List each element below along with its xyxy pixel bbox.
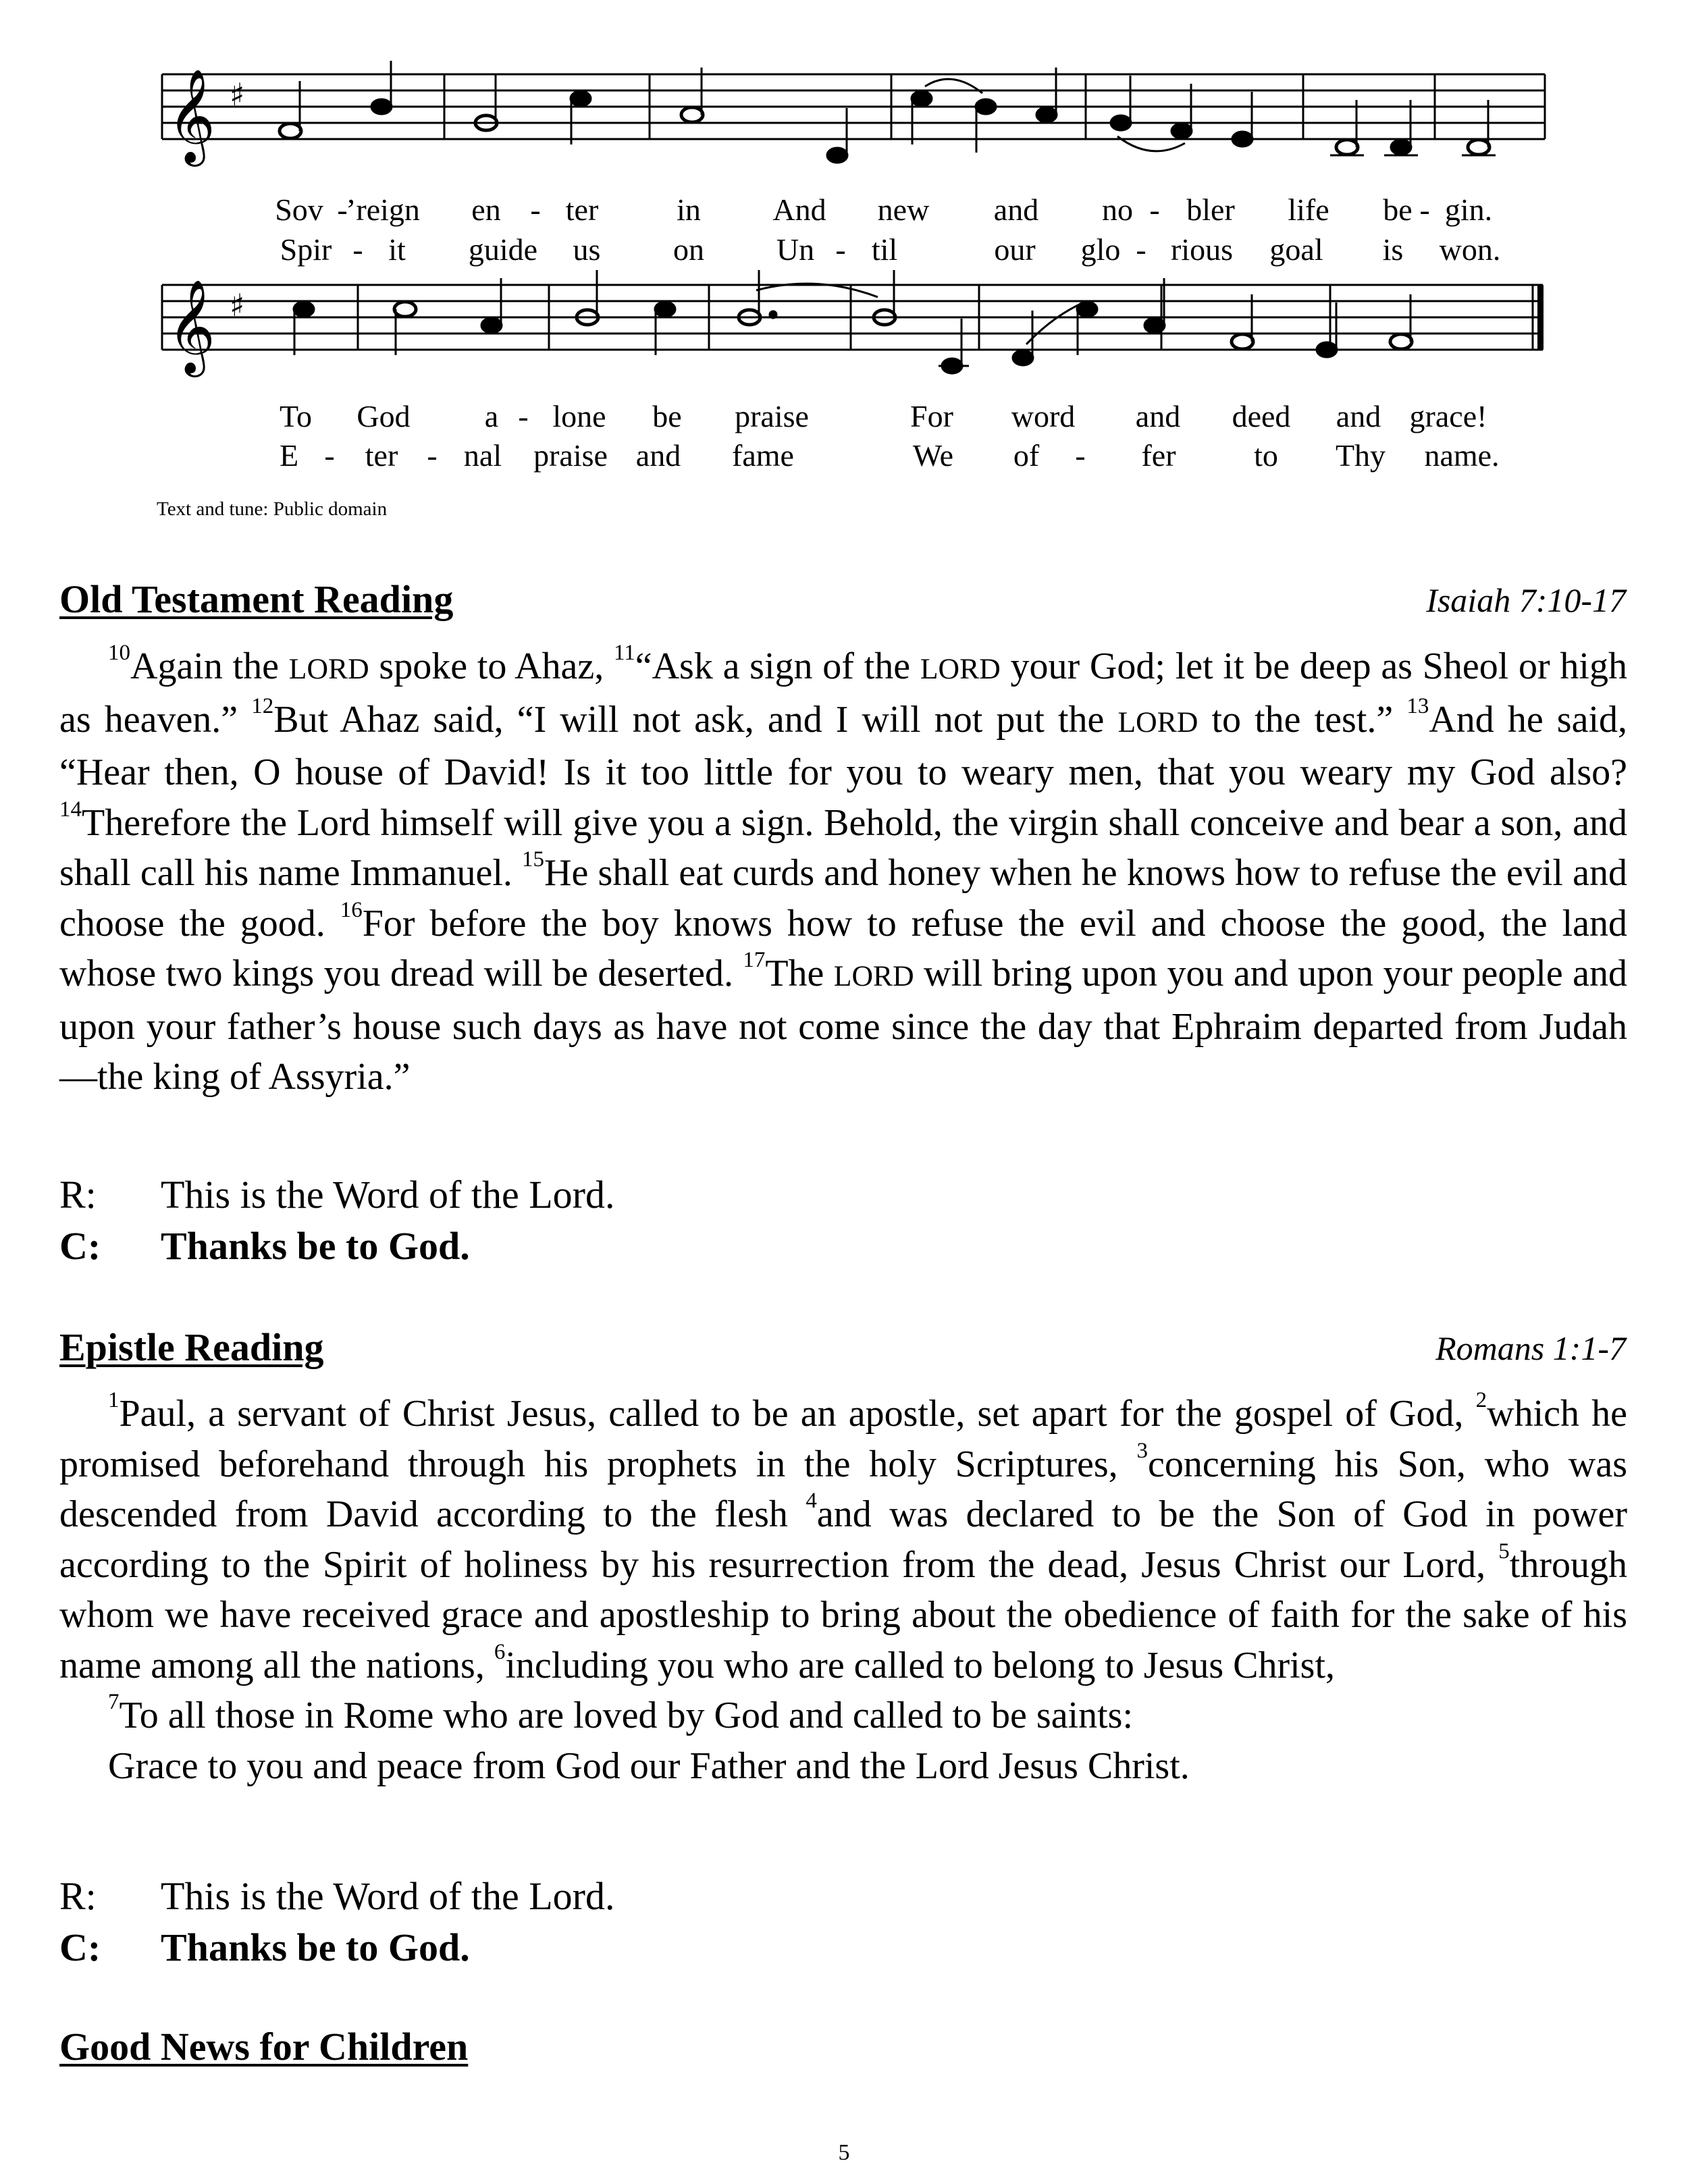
- lyric-syllable: word: [1011, 399, 1076, 433]
- lyric-syllable: of: [1013, 438, 1040, 473]
- congregation-response-line: [59, 1922, 614, 1973]
- old-testament-paragraph: $^{10}$Again the LORD spoke to Ahaz, $^{11}$“Ask a sign of the LORD your God; let it be deep as Sheol or high as heaven.” $^{12}$But Ahaz said, “I will not ask, and I will not put the LORD to the test.” $^{13}$And he said, “Hear then, O house of David! Is it too little for you to weary men, that you weary my God also? $^{14}$Therefore the Lord himself will give you a sign. Behold, the virgin shall conceive and bear a son, and shall call his name Immanuel. $^{15}$He shall eat curds and honey when he knows how to refuse the evil and choose the good. $^{16}$For before the boy knows how to refuse the evil and choose the good, the land whose two kings you dread will be deserted. $^{17}$The LORD will bring upon you and upon your people and upon your father’s house such days as have not come since the day that Ephraim departed from Judah—the king of Assyria.”: [59, 640, 1627, 1098]
- lyric-syllable: bler: [1186, 192, 1235, 227]
- lyric-syllable: We: [912, 438, 954, 473]
- reader-response-line: [59, 1871, 614, 1922]
- lyrics-verse1-system2: [0, 398, 1688, 439]
- epistle-text: [59, 1389, 1627, 1791]
- verse-number: 1: [108, 1387, 120, 1412]
- reader-label: R:: [59, 1173, 97, 1217]
- lyrics-verse2-system2: [0, 437, 1688, 478]
- lyrics-verse2-system1: [0, 232, 1688, 272]
- lyric-syllable: it: [388, 232, 406, 267]
- small-caps-word: LORD: [1117, 705, 1198, 739]
- lyric-syllable: our: [994, 232, 1036, 267]
- lyric-syllable: us: [573, 232, 601, 267]
- lyric-syllable: -: [427, 438, 438, 473]
- music-staff-2: [155, 270, 1546, 405]
- verse-number: 11: [613, 640, 635, 665]
- epistle-paragraph: Grace to you and peace from God our Father and the Lord Jesus Christ.: [108, 1744, 1190, 1787]
- lyric-syllable: to: [1254, 438, 1278, 473]
- old-testament-citation: Isaiah 7:10-17: [1426, 581, 1626, 619]
- lyric-syllable: grace!: [1409, 399, 1487, 433]
- reader-label: R:: [59, 1874, 97, 1918]
- congregation-response: Thanks be to God.: [161, 1224, 470, 1268]
- lyric-syllable: and: [635, 438, 681, 473]
- lyric-syllable: -: [518, 399, 529, 433]
- old-testament-title: Old Testament Reading: [59, 577, 454, 621]
- lyric-syllable: fer: [1141, 438, 1176, 473]
- lyric-syllable: Spir: [280, 232, 332, 267]
- lyric-syllable: -: [530, 192, 541, 227]
- lyric-syllable: -: [324, 438, 335, 473]
- lyric-syllable: ’reign: [346, 192, 420, 227]
- congregation-response: Thanks be to God.: [161, 1925, 470, 1969]
- lyric-syllable: won.: [1439, 232, 1501, 267]
- lyric-syllable: no: [1102, 192, 1133, 227]
- lyric-syllable: To: [280, 399, 312, 433]
- small-caps-word: LORD: [833, 960, 914, 992]
- congregation-label: C:: [59, 1224, 101, 1268]
- verse-number: 3: [1136, 1438, 1148, 1463]
- svg-text:♯: ♯: [230, 76, 245, 113]
- lyric-syllable: lone: [552, 399, 606, 433]
- lyric-syllable: For: [910, 399, 953, 433]
- lyric-syllable: on: [673, 232, 704, 267]
- lyric-syllable: E: [279, 438, 299, 473]
- lyric-syllable: God: [357, 399, 411, 433]
- lyric-syllable: Thy: [1335, 438, 1386, 473]
- lyric-syllable: be: [1383, 192, 1413, 227]
- lyric-syllable: be: [652, 399, 682, 433]
- svg-text:♯: ♯: [230, 287, 245, 323]
- page-number: 5: [838, 2140, 850, 2165]
- verse-number: 12: [251, 693, 274, 718]
- svg-text:𝄞: 𝄞: [167, 69, 215, 163]
- music-staff-1: [155, 61, 1546, 209]
- verse-number: 7: [108, 1689, 120, 1714]
- epistle-response: [59, 1871, 614, 1973]
- lyric-syllable: praise: [735, 399, 809, 433]
- epistle-paragraph: $^1$Paul, a servant of Christ Jesus, called to be an apostle, set apart for the gospel of God, $^2$which he promised beforehand through his prophets in the holy Scriptures, $^3$concerning his Son, who was descended from David according to the flesh $^4$and was declared to be the Son of God in power according to the Spirit of holiness by his resurrection from the dead, Jesus Christ our Lord, $^5$through whom we have received grace and apostleship to bring about the obedience of faith for the sake of his name among all the nations, $^6$including you who are called to belong to Jesus Christ,: [59, 1387, 1628, 1686]
- lyric-syllable: en: [471, 192, 501, 227]
- congregation-label: C:: [59, 1925, 101, 1969]
- lyric-syllable: rious: [1171, 232, 1233, 267]
- verse-number: 16: [340, 897, 363, 922]
- lyrics-verse1-system1: [0, 192, 1688, 232]
- lyric-syllable: Sov: [275, 192, 323, 227]
- lyric-syllable: -: [835, 232, 846, 267]
- lyric-syllable: fame: [732, 438, 794, 473]
- lyric-syllable: nal: [463, 438, 502, 473]
- verse-number: 10: [108, 640, 130, 665]
- old-testament-text: [59, 641, 1627, 1102]
- lyric-syllable: Un: [776, 232, 815, 267]
- verse-number: 17: [743, 947, 766, 972]
- lyric-syllable: life: [1288, 192, 1329, 227]
- verse-number: 4: [806, 1488, 817, 1513]
- lyric-syllable: -: [1075, 438, 1086, 473]
- lyric-syllable: til: [871, 232, 898, 267]
- lyric-syllable: and: [993, 192, 1039, 227]
- reader-response: This is the Word of the Lord.: [161, 1874, 615, 1918]
- lyric-syllable: name.: [1424, 438, 1500, 473]
- verse-number: 13: [1406, 693, 1429, 718]
- lyric-syllable: goal: [1269, 232, 1323, 267]
- lyric-syllable: glo: [1080, 232, 1121, 267]
- lyric-syllable: gin.: [1444, 192, 1493, 227]
- reader-response: This is the Word of the Lord.: [161, 1173, 615, 1217]
- small-caps-word: LORD: [288, 653, 369, 685]
- lyric-syllable: -: [1149, 192, 1160, 227]
- lyric-syllable: praise: [533, 438, 608, 473]
- lyric-syllable: -: [352, 232, 363, 267]
- hymn-credit: Text and tune: Public domain: [157, 498, 388, 520]
- lyric-syllable: is: [1382, 232, 1404, 267]
- lyric-syllable: and: [1135, 399, 1181, 433]
- verse-number: 2: [1475, 1387, 1487, 1412]
- old-testament-response: [59, 1169, 614, 1272]
- good-news-title: Good News for Children: [59, 2025, 469, 2069]
- lyric-syllable: ter: [565, 192, 599, 227]
- lyric-syllable: ter: [365, 438, 398, 473]
- verse-number: 14: [59, 797, 82, 822]
- congregation-response-line: [59, 1221, 614, 1272]
- reader-response-line: [59, 1169, 614, 1221]
- lyric-syllable: new: [877, 192, 930, 227]
- lyric-syllable: -: [337, 192, 348, 227]
- verse-number: 5: [1498, 1539, 1510, 1564]
- lyric-syllable: and: [1336, 399, 1381, 433]
- epistle-paragraph: $^7$To all those in Rome who are loved by God and called to be saints:: [108, 1689, 1134, 1736]
- verse-number: 15: [522, 847, 545, 872]
- lyric-syllable: guide: [468, 232, 538, 267]
- epistle-citation: Romans 1:1-7: [1435, 1329, 1626, 1367]
- lyric-syllable: in: [677, 192, 701, 227]
- lyric-syllable: And: [772, 192, 826, 227]
- lyric-syllable: -: [1136, 232, 1146, 267]
- lyric-syllable: -: [1419, 192, 1430, 227]
- epistle-title: Epistle Reading: [59, 1325, 324, 1369]
- verse-number: 6: [494, 1639, 506, 1664]
- svg-text:𝄞: 𝄞: [167, 279, 215, 373]
- lyric-syllable: a: [484, 399, 499, 433]
- lyric-syllable: deed: [1232, 399, 1291, 433]
- small-caps-word: LORD: [920, 653, 1001, 685]
